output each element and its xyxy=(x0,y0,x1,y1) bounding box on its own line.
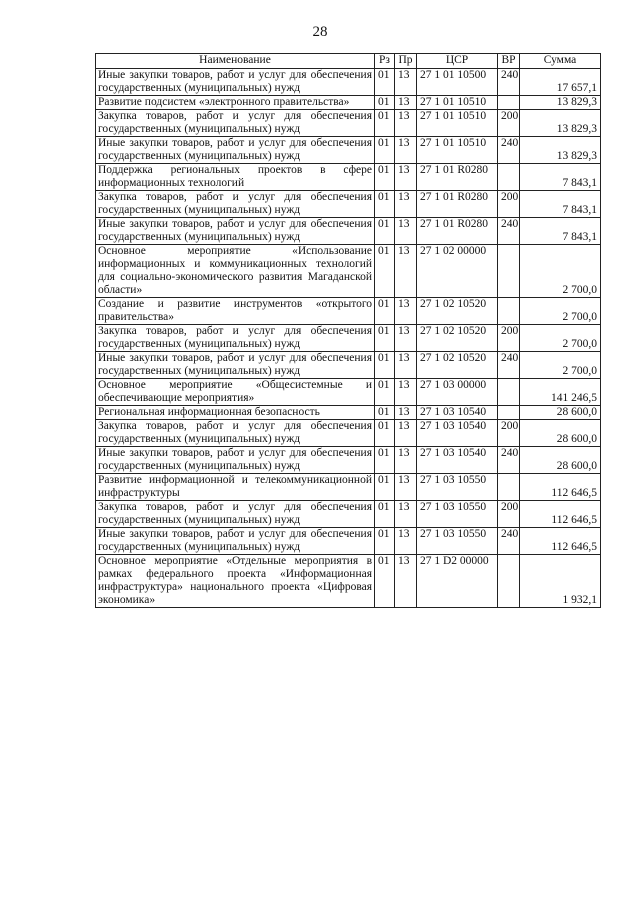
cell-vr xyxy=(498,245,520,298)
cell-pr: 13 xyxy=(395,69,417,96)
cell-rz: 01 xyxy=(375,555,395,608)
cell-pr: 13 xyxy=(395,555,417,608)
cell-pr: 13 xyxy=(395,528,417,555)
cell-sum: 7 843,1 xyxy=(520,218,601,245)
cell-csr: 27 1 02 10520 xyxy=(417,325,498,352)
table-row xyxy=(96,325,601,352)
cell-csr: 27 1 02 10520 xyxy=(417,298,498,325)
cell-sum: 7 843,1 xyxy=(520,164,601,191)
cell-name: Иные закупки товаров, работ и услуг для обеспечения государственных (муниципальных) нужд xyxy=(96,69,375,96)
header-vr: ВР xyxy=(498,54,520,69)
cell-vr: 200 xyxy=(498,501,520,528)
cell-name: Основное мероприятие «Использование информационных и коммуникационных технологий для социально-экономического развития Магаданской области» xyxy=(96,245,375,298)
header-rz: Рз xyxy=(375,54,395,69)
cell-rz: 01 xyxy=(375,218,395,245)
cell-pr: 13 xyxy=(395,298,417,325)
cell-name: Создание и развитие инструментов «открытого правительства» xyxy=(96,298,375,325)
table-row xyxy=(96,352,601,379)
table-row xyxy=(96,137,601,164)
cell-pr: 13 xyxy=(395,218,417,245)
cell-sum: 2 700,0 xyxy=(520,298,601,325)
cell-pr: 13 xyxy=(395,352,417,379)
cell-vr: 200 xyxy=(498,420,520,447)
table-row xyxy=(96,218,601,245)
table-row xyxy=(96,96,601,110)
cell-sum: 17 657,1 xyxy=(520,69,601,96)
cell-name: Закупка товаров, работ и услуг для обеспечения государственных (муниципальных) нужд xyxy=(96,420,375,447)
cell-vr: 240 xyxy=(498,447,520,474)
cell-name: Поддержка региональных проектов в сфере информационных технологий xyxy=(96,164,375,191)
cell-csr: 27 1 03 10540 xyxy=(417,406,498,420)
cell-pr: 13 xyxy=(395,474,417,501)
cell-vr: 200 xyxy=(498,191,520,218)
cell-sum: 112 646,5 xyxy=(520,501,601,528)
cell-sum: 112 646,5 xyxy=(520,528,601,555)
cell-rz: 01 xyxy=(375,352,395,379)
cell-pr: 13 xyxy=(395,420,417,447)
cell-name: Закупка товаров, работ и услуг для обеспечения государственных (муниципальных) нужд xyxy=(96,501,375,528)
table-body xyxy=(96,69,601,608)
cell-rz: 01 xyxy=(375,379,395,406)
cell-name: Закупка товаров, работ и услуг для обеспечения государственных (муниципальных) нужд xyxy=(96,191,375,218)
cell-rz: 01 xyxy=(375,245,395,298)
table-row xyxy=(96,164,601,191)
cell-sum: 2 700,0 xyxy=(520,352,601,379)
cell-rz: 01 xyxy=(375,406,395,420)
cell-vr: 200 xyxy=(498,110,520,137)
cell-rz: 01 xyxy=(375,69,395,96)
cell-sum: 28 600,0 xyxy=(520,420,601,447)
page-number: 28 xyxy=(312,24,328,40)
cell-rz: 01 xyxy=(375,528,395,555)
cell-pr: 13 xyxy=(395,110,417,137)
cell-pr: 13 xyxy=(395,501,417,528)
cell-vr: 200 xyxy=(498,325,520,352)
table-row xyxy=(96,406,601,420)
cell-sum: 112 646,5 xyxy=(520,474,601,501)
cell-csr: 27 1 03 10550 xyxy=(417,528,498,555)
cell-name: Иные закупки товаров, работ и услуг для обеспечения государственных (муниципальных) нужд xyxy=(96,528,375,555)
cell-csr: 27 1 01 R0280 xyxy=(417,218,498,245)
table-row xyxy=(96,379,601,406)
cell-name: Иные закупки товаров, работ и услуг для обеспечения государственных (муниципальных) нужд xyxy=(96,352,375,379)
cell-pr: 13 xyxy=(395,96,417,110)
cell-sum: 13 829,3 xyxy=(520,96,601,110)
cell-name: Региональная информационная безопасность xyxy=(96,406,375,420)
cell-pr: 13 xyxy=(395,137,417,164)
cell-sum: 28 600,0 xyxy=(520,447,601,474)
cell-pr: 13 xyxy=(395,447,417,474)
cell-rz: 01 xyxy=(375,96,395,110)
cell-pr: 13 xyxy=(395,164,417,191)
cell-rz: 01 xyxy=(375,164,395,191)
cell-name: Развитие информационной и телекоммуникационной инфраструктуры xyxy=(96,474,375,501)
cell-rz: 01 xyxy=(375,501,395,528)
cell-sum: 2 700,0 xyxy=(520,325,601,352)
cell-csr: 27 1 01 R0280 xyxy=(417,191,498,218)
cell-name: Закупка товаров, работ и услуг для обеспечения государственных (муниципальных) нужд xyxy=(96,110,375,137)
cell-name: Иные закупки товаров, работ и услуг для обеспечения государственных (муниципальных) нужд xyxy=(96,137,375,164)
cell-sum: 141 246,5 xyxy=(520,379,601,406)
cell-rz: 01 xyxy=(375,325,395,352)
cell-name: Иные закупки товаров, работ и услуг для обеспечения государственных (муниципальных) нужд xyxy=(96,218,375,245)
cell-pr: 13 xyxy=(395,191,417,218)
table-row xyxy=(96,245,601,298)
cell-csr: 27 1 03 10550 xyxy=(417,474,498,501)
cell-name: Закупка товаров, работ и услуг для обеспечения государственных (муниципальных) нужд xyxy=(96,325,375,352)
cell-pr: 13 xyxy=(395,245,417,298)
cell-vr xyxy=(498,406,520,420)
cell-rz: 01 xyxy=(375,191,395,218)
header-sum: Сумма xyxy=(520,54,601,69)
cell-vr: 240 xyxy=(498,352,520,379)
cell-csr: 27 1 03 10540 xyxy=(417,420,498,447)
budget-table xyxy=(95,53,601,608)
cell-vr: 240 xyxy=(498,137,520,164)
table-row xyxy=(96,110,601,137)
cell-rz: 01 xyxy=(375,447,395,474)
cell-rz: 01 xyxy=(375,298,395,325)
cell-vr xyxy=(498,555,520,608)
cell-vr: 240 xyxy=(498,69,520,96)
cell-name: Иные закупки товаров, работ и услуг для обеспечения государственных (муниципальных) нужд xyxy=(96,447,375,474)
cell-pr: 13 xyxy=(395,406,417,420)
cell-sum: 13 829,3 xyxy=(520,110,601,137)
cell-pr: 13 xyxy=(395,325,417,352)
cell-sum: 13 829,3 xyxy=(520,137,601,164)
cell-csr: 27 1 D2 00000 xyxy=(417,555,498,608)
cell-sum: 2 700,0 xyxy=(520,245,601,298)
cell-csr: 27 1 01 10510 xyxy=(417,110,498,137)
cell-name: Развитие подсистем «электронного правительства» xyxy=(96,96,375,110)
cell-vr xyxy=(498,96,520,110)
cell-csr: 27 1 02 00000 xyxy=(417,245,498,298)
cell-csr: 27 1 01 10500 xyxy=(417,69,498,96)
cell-csr: 27 1 03 10540 xyxy=(417,447,498,474)
header-csr: ЦСР xyxy=(417,54,498,69)
cell-pr: 13 xyxy=(395,379,417,406)
cell-name: Основное мероприятие «Общесистемные и обеспечивающие мероприятия» xyxy=(96,379,375,406)
cell-vr xyxy=(498,379,520,406)
table-row xyxy=(96,474,601,501)
cell-vr: 240 xyxy=(498,218,520,245)
table-row xyxy=(96,69,601,96)
cell-sum: 1 932,1 xyxy=(520,555,601,608)
table-row xyxy=(96,298,601,325)
cell-vr: 240 xyxy=(498,528,520,555)
cell-rz: 01 xyxy=(375,474,395,501)
cell-vr xyxy=(498,474,520,501)
cell-csr: 27 1 03 00000 xyxy=(417,379,498,406)
cell-name: Основное мероприятие «Отдельные мероприятия в рамках федерального проекта «Информационная инфраструктура» национального проекта «Цифровая экономика» xyxy=(96,555,375,608)
cell-rz: 01 xyxy=(375,110,395,137)
table-row xyxy=(96,555,601,608)
cell-csr: 27 1 03 10550 xyxy=(417,501,498,528)
cell-csr: 27 1 01 10510 xyxy=(417,96,498,110)
table-row xyxy=(96,191,601,218)
table-row xyxy=(96,420,601,447)
cell-rz: 01 xyxy=(375,137,395,164)
header-pr: Пр xyxy=(395,54,417,69)
cell-rz: 01 xyxy=(375,420,395,447)
cell-csr: 27 1 02 10520 xyxy=(417,352,498,379)
cell-sum: 7 843,1 xyxy=(520,191,601,218)
cell-vr xyxy=(498,164,520,191)
cell-vr xyxy=(498,298,520,325)
table-row xyxy=(96,501,601,528)
table-row xyxy=(96,528,601,555)
header-name: Наименование xyxy=(96,54,375,69)
table-header-row xyxy=(96,54,601,69)
cell-sum: 28 600,0 xyxy=(520,406,601,420)
cell-csr: 27 1 01 R0280 xyxy=(417,164,498,191)
cell-csr: 27 1 01 10510 xyxy=(417,137,498,164)
table-row xyxy=(96,447,601,474)
